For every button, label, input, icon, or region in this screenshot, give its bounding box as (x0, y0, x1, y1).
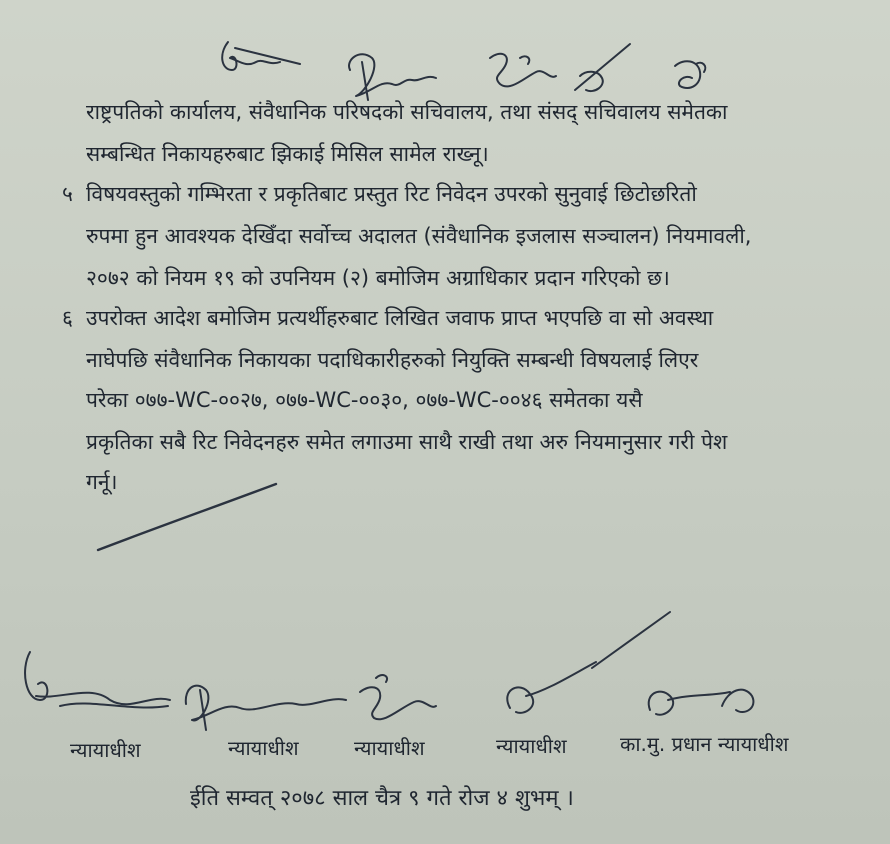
para6-line-3: परेका ०७७-WC-००२७, ०७७-WC-००३०, ०७७-WC-००४६ समेतका यसै (86, 388, 643, 412)
para6-line-4: प्रकृतिका सबै रिट निवेदनहरु समेत लगाउमा साथै राखी तथा अरु नियमानुसार गरी पेश (86, 430, 728, 454)
para6-line-2: नाघेपछि संवैधानिक निकायका पदाधिकारीहरुको नियुक्ति सम्बन्धी विषयलाई लिएर (86, 348, 699, 372)
top-initial-5 (675, 61, 705, 88)
top-initial-2 (349, 54, 436, 100)
para4-line-2: सम्बन्धित निकायहरुबाट झिकाई मिसिल सामेल राख्नू। (86, 142, 489, 166)
signatory-title-5: का.मु. प्रधान न्यायाधीश (620, 732, 789, 756)
signatory-title-3: न्यायाधीश (354, 736, 425, 760)
top-initial-4 (575, 44, 630, 91)
signature-4 (507, 612, 670, 713)
top-initial-3 (490, 54, 556, 87)
para6-line-1: उपरोक्त आदेश बमोजिम प्रत्यर्थीहरुबाट लिखित जवाफ प्राप्त भएपछि वा सो अवस्था (86, 306, 714, 330)
para6-line-5: गर्नू। (86, 470, 118, 494)
para4-line-1: राष्ट्रपतिको कार्यालय, संवैधानिक परिषदको सचिवालय, तथा संसद् सचिवालय समेतका (86, 100, 728, 124)
signatory-title-2: न्यायाधीश (228, 736, 299, 760)
para5-line-2: रुपमा हुन आवश्यक देखिँदा सर्वोच्च अदालत (संवैधानिक इजलास सञ्चालन) नियमावली, (86, 224, 752, 248)
signature-3 (360, 675, 436, 719)
signature-1 (25, 652, 170, 708)
para5-number: ५ (62, 182, 73, 206)
closing-stroke (98, 484, 276, 550)
closing-date-line: ईति सम्वत् २०७८ साल चैत्र ९ गते रोज ४ शुभम् । (190, 786, 574, 811)
signatory-title-4: न्यायाधीश (496, 734, 567, 758)
top-initial-1 (222, 42, 300, 70)
signature-5 (649, 690, 754, 715)
signature-2 (186, 686, 346, 730)
para5-line-1: विषयवस्तुको गम्भिरता र प्रकृतिबाट प्रस्तुत रिट निवेदन उपरको सुनुवाई छिटोछरितो (86, 182, 697, 206)
signatory-title-1: न्यायाधीश (70, 738, 141, 762)
para5-line-3: २०७२ को नियम १९ को उपनियम (२) बमोजिम अग्राधिकार प्रदान गरिएको छ। (86, 266, 670, 290)
para6-number: ६ (62, 306, 73, 330)
